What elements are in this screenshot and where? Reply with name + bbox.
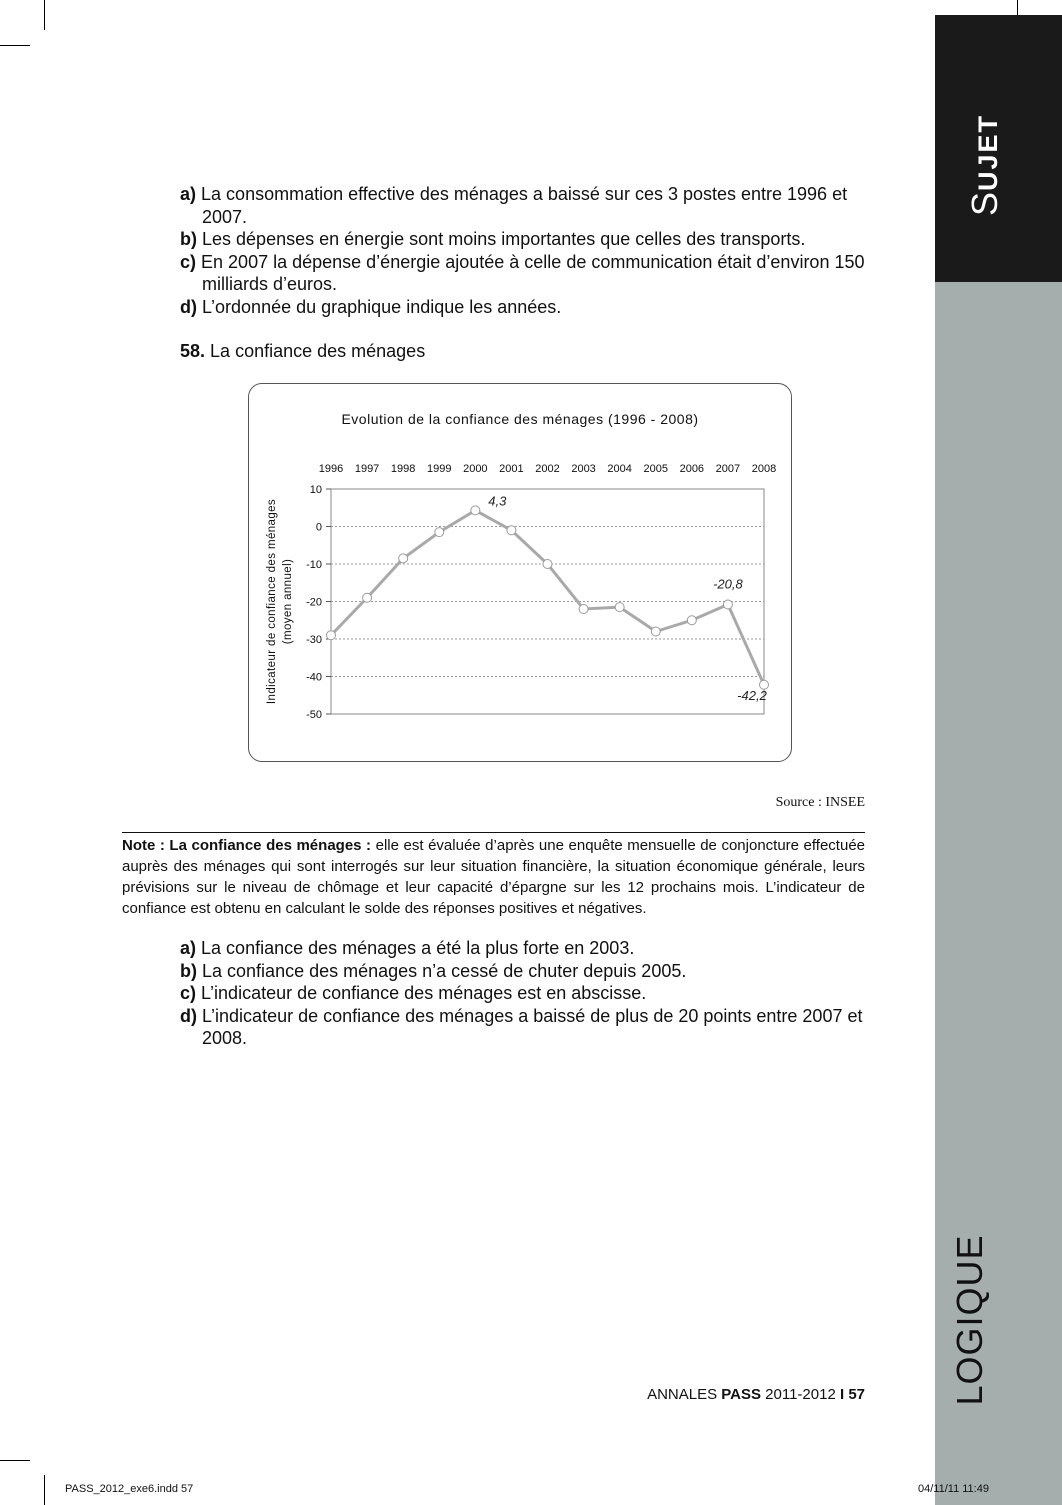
chart-title: Evolution de la confiance des ménages (1996 - 2008) (341, 411, 699, 427)
crop-mark (0, 45, 30, 46)
y-tick-label: -10 (306, 559, 322, 571)
x-tick-label: 2007 (715, 463, 741, 475)
y-tick-label: -30 (306, 634, 322, 646)
answer-option: c) En 2007 la dépense d’énergie ajoutée à celle de communication était d’environ 150 milliards d’euros. (180, 251, 865, 294)
answer-option: a) La consommation effective des ménages a baissé sur ces 3 postes entre 1996 et 2007. (180, 184, 848, 227)
slug-date: 04/11/11 11:49 (918, 1483, 989, 1495)
answer-option: d) L’ordonnée du graphique indique les années. (180, 296, 562, 317)
note-paragraph: Note : La confiance des ménages : elle est évaluée d’après une enquête mensuelle de conjoncture effectuée auprès des ménages qui sont interrogés sur leur situation financière, la situation économique générale, leurs prévisions sur le niveau de chômage et leur capacité d’épargne sur les 12 prochains mois. L’indicateur de confiance est obtenu en calculant le solde des réponses positives et négatives. (122, 832, 865, 919)
data-point (507, 526, 516, 535)
answer-option: d) L’indicateur de confiance des ménages a baissé de plus de 20 points entre 2007 et 2008. (180, 1005, 863, 1048)
x-tick-label: 1998 (390, 463, 416, 475)
x-tick-label: 2008 (751, 463, 777, 475)
x-tick-label: 2001 (499, 463, 524, 475)
y-tick-label: 0 (315, 521, 322, 534)
page-footer: ANNALES PASS 2011-2012 I 57 (647, 1386, 865, 1403)
data-point (435, 528, 444, 537)
crop-mark (44, 1475, 45, 1505)
answer-option: c) L’indicateur de confiance des ménages est en abscisse. (180, 983, 647, 1003)
x-tick-label: 2003 (571, 463, 596, 475)
answer-list (180, 937, 870, 1050)
data-point (327, 631, 336, 640)
y-tick-label: -50 (306, 709, 322, 721)
series-line (331, 510, 764, 684)
data-point (723, 600, 732, 609)
slug-filename: PASS_2012_exe6.indd 57 (65, 1483, 194, 1495)
line-chart (249, 384, 791, 761)
data-label: -42,2 (737, 687, 767, 703)
y-axis-label: Indicateur de confiance des ménages (266, 498, 278, 705)
x-tick-label: 2000 (463, 463, 488, 475)
x-tick-label: 2005 (643, 463, 668, 475)
data-point (363, 593, 372, 602)
x-tick-label: 1996 (318, 463, 344, 475)
answer-option: b) La confiance des ménages n’a cessé de chuter depuis 2005. (180, 960, 687, 981)
answer-option: a) La confiance des ménages a été la plus forte en 2003. (180, 938, 635, 958)
answer-option: b) Les dépenses en énergie sont moins importantes que celles des transports. (180, 229, 806, 249)
data-point (615, 603, 624, 612)
y-axis-label-sub: (moyen annuel) (282, 558, 294, 645)
y-tick-label: -40 (306, 671, 322, 684)
question-heading: 58. La confiance des ménages (180, 341, 426, 361)
data-point (687, 616, 696, 625)
data-point (471, 506, 480, 515)
x-tick-label: 2002 (535, 463, 560, 475)
data-point (579, 605, 588, 614)
data-label: -20,8 (713, 576, 743, 592)
x-tick-label: 2004 (607, 463, 632, 475)
data-point (399, 554, 408, 563)
x-tick-label: 1997 (354, 463, 380, 475)
x-tick-label: 2006 (679, 463, 705, 475)
crop-mark (0, 1460, 30, 1461)
data-label: 4,3 (488, 493, 507, 509)
previous-answer-list (180, 183, 870, 318)
y-tick-label: -20 (306, 596, 322, 609)
x-tick-label: 1999 (427, 463, 452, 475)
source-credit: Source : INSEE (775, 795, 865, 810)
chart-frame (248, 383, 792, 762)
y-tick-label: 10 (309, 484, 322, 496)
side-label-logique: LOGIQUE (949, 1234, 990, 1406)
data-point (543, 560, 552, 569)
side-label-sujet: SUJET (964, 113, 1005, 217)
data-point (651, 627, 660, 636)
crop-mark (44, 0, 45, 30)
